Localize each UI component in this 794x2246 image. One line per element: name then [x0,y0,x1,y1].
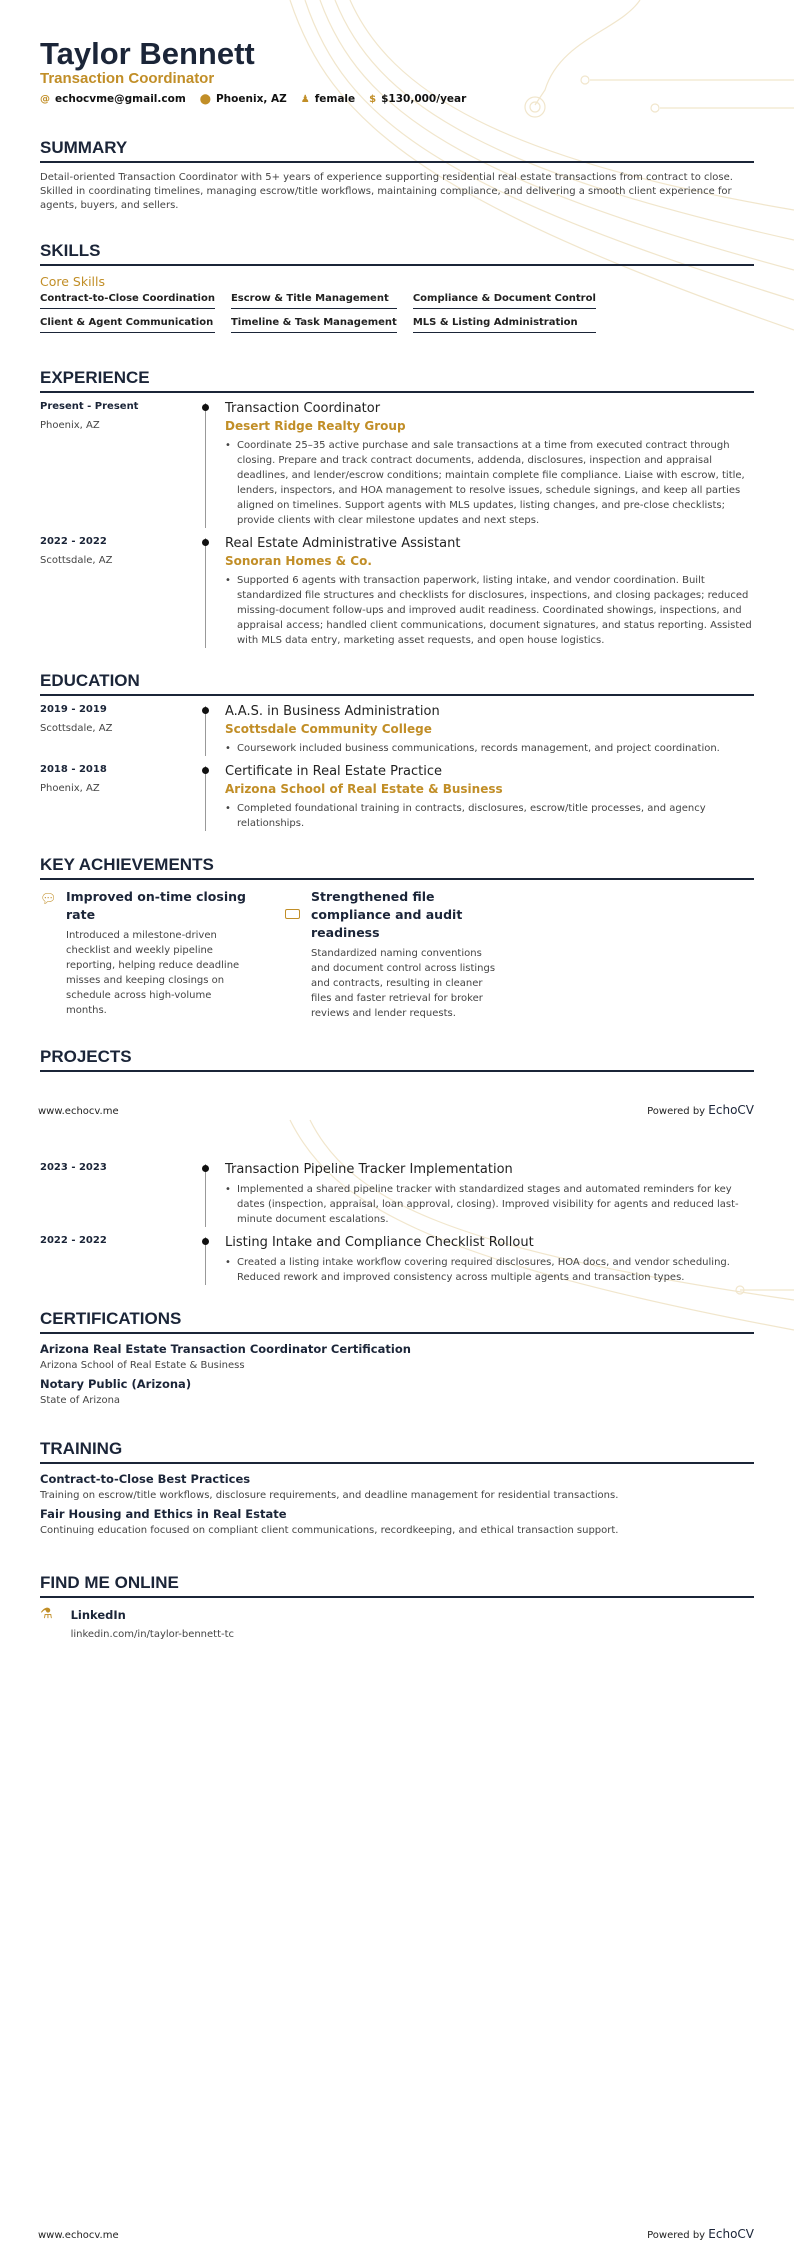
entry-date: 2022 - 2022 [40,1235,107,1246]
footer-powered [647,1103,754,1117]
salary-text: $130,000/year [381,93,467,105]
degree-title: A.A.S. in Business Administration [225,704,440,719]
cert-title: Arizona Real Estate Transaction Coordinator Certification [40,1342,411,1356]
at-icon: @ [40,94,50,105]
entry-bullet: • Coordinate 25–35 active purchase and sale transactions at a time from executed contract through closing. Prepare and track contract documents, addenda, disclosures, inspection and appraisal deadlines, and lender/escrow conditions; maintain complete file compliance. Liaise with escrow, title, lenders, inspectors, and HOA management to resolve issues, schedule signings, and keep all parties aligned on timelines. Support agents with MLS updates, listing changes, and pre-close checklists; provide clients with clear milestone updates and next steps. [225,438,754,528]
contact-location [200,93,287,105]
footer-powered [647,2227,754,2241]
location-text: Phoenix, AZ [215,93,287,105]
entry-location: Scottsdale, AZ [40,555,113,566]
achievement-item [40,888,255,1021]
achievement-title: Strengthened file compliance and audit readiness [311,889,463,940]
brand-name: EchoCV [708,2227,754,2241]
timeline-line [205,538,206,648]
contact-gender [301,93,355,105]
training-title: Contract-to-Close Best Practices [40,1472,251,1486]
candidate-title: Transaction Coordinator [40,70,215,87]
timeline-dot [202,767,209,774]
timeline-line [205,1164,206,1227]
timeline-dot [202,404,209,411]
project-title: Transaction Pipeline Tracker Implementation [225,1162,513,1177]
achievements-section [40,855,754,1021]
chat-icon: 💬︎ [40,892,57,907]
summary-text: Detail-oriented Transaction Coordinator with 5+ years of experience supporting residential real estate transactions from contract to close. Skilled in coordinating timelines, managing escrow/title workflows, maintaining compliance, and delivering a smooth client experience for agents, buyers, and sellers. [40,172,733,211]
email-text: echocvme@gmail.com [55,93,186,105]
training-desc: Continuing education focused on compliant client communications, recordkeeping, and ethical transaction support. [40,1525,619,1536]
footer-site-link[interactable]: www.echocv.me [38,1106,119,1117]
experience-entry [40,536,754,648]
degree-title: Certificate in Real Estate Practice [225,764,443,779]
skill-item: Contract-to-Close Coordination [40,293,215,309]
skill-group-title: Core Skills [40,274,106,289]
achievement-desc: Introduced a milestone-driven checklist and weekly pipeline reporting, helping reduce deadline misses and keeping closings on schedule across high-volume months. [66,930,240,1016]
education-entry [40,764,754,831]
profile-url[interactable]: linkedin.com/in/taylor-bennett-tc [70,1629,235,1640]
online-section [40,1573,754,1640]
brand-name: EchoCV [708,1103,754,1117]
experience-entry [40,401,754,528]
project-entry [40,1162,754,1227]
person-icon: ♟ [300,94,310,105]
entry-bullet: • Supported 6 agents with transaction paperwork, listing intake, and vendor coordination. Built standardized file structures and checklists for disclosures, inspections, and closing packages; reduced missing-document follow-ups and improved audit readiness. Coordinated showings, inspections, and appraisal access; handled client communications, document signatures, and status reporting. Assisted with MLS data entry, marketing asset requests, and open house logistics. [225,573,754,648]
timeline-dot [202,707,209,714]
entry-location: Scottsdale, AZ [40,723,113,734]
school-name: Scottsdale Community College [225,722,432,736]
skill-item: Compliance & Document Control [413,293,596,309]
training-desc: Training on escrow/title workflows, disclosure requirements, and deadline management for residential transactions. [40,1490,619,1501]
footer-site-link[interactable]: www.echocv.me [38,2230,119,2241]
achievement-title: Improved on-time closing rate [66,889,246,922]
location-pin-icon: ⬤ [199,94,211,105]
section-heading: PROJECTS [40,1047,754,1072]
company-name: Sonoran Homes & Co. [225,554,372,568]
timeline-dot [202,1238,209,1245]
education-section [40,671,754,839]
experience-section [40,368,754,656]
entry-bullet: • Created a listing intake workflow covering required disclosures, HOA docs, and vendor scheduling. Reduced rework and improved consistency across multiple agents and transaction types. [225,1255,754,1285]
cert-issuer: Arizona School of Real Estate & Business [40,1360,245,1371]
company-name: Desert Ridge Realty Group [225,419,406,433]
section-heading: EDUCATION [40,671,754,696]
entry-location: Phoenix, AZ [40,783,100,794]
page-footer [38,1103,754,1117]
cert-title: Notary Public (Arizona) [40,1377,192,1391]
gender-text: female [314,93,356,105]
timeline-dot [202,1165,209,1172]
projects-section [40,1047,754,1080]
section-heading: FIND ME ONLINE [40,1573,754,1598]
skill-item: Timeline & Task Management [231,317,397,333]
achievement-item [285,888,500,1021]
skill-item: Client & Agent Communication [40,317,215,333]
entry-date: 2022 - 2022 [40,536,107,547]
entry-date: 2019 - 2019 [40,704,107,715]
project-title: Listing Intake and Compliance Checklist Rollout [225,1235,534,1250]
school-name: Arizona School of Real Estate & Business [225,782,503,796]
section-heading: SKILLS [40,241,754,266]
flask-icon: ⚗ [40,1606,53,1622]
entry-date: 2023 - 2023 [40,1162,107,1173]
section-heading: SUMMARY [40,138,754,163]
job-title: Transaction Coordinator [225,401,381,416]
powered-by-text: Powered by [647,1106,706,1117]
candidate-name: Taylor Bennett [40,36,255,71]
section-heading: CERTIFICATIONS [40,1309,754,1334]
entry-bullet: • Completed foundational training in contracts, disclosures, escrow/title processes, and agency relationships. [225,801,754,831]
projects-list [40,1162,754,1293]
section-heading: KEY ACHIEVEMENTS [40,855,754,880]
training-title: Fair Housing and Ethics in Real Estate [40,1507,287,1521]
contact-email[interactable] [40,93,186,105]
certifications-section [40,1309,754,1406]
job-title: Real Estate Administrative Assistant [225,536,461,551]
project-entry [40,1235,754,1285]
page-footer [38,2227,754,2241]
contact-salary [369,93,466,105]
summary-section [40,138,754,213]
education-entry [40,704,754,756]
entry-date: Present - Present [40,401,139,412]
powered-by-text: Powered by [647,2230,706,2241]
section-heading: TRAINING [40,1439,754,1464]
entry-bullet: • Implemented a shared pipeline tracker with standardized stages and automated reminders for key dates (inspection, appraisal, loan approval, closing). Improved visibility for agents and reduced last-minute document escalations. [225,1182,754,1227]
timeline-line [205,403,206,528]
section-heading: EXPERIENCE [40,368,754,393]
header [40,36,754,105]
entry-date: 2018 - 2018 [40,764,107,775]
skill-item: Escrow & Title Management [231,293,397,309]
training-section [40,1439,754,1536]
battery-icon [285,908,299,1021]
skills-section [40,241,754,333]
entry-location: Phoenix, AZ [40,420,100,431]
timeline-dot [202,539,209,546]
entry-bullet: • Coursework included business communications, records management, and project coordination. [225,741,754,756]
achievement-desc: Standardized naming conventions and document control across listings and contracts, resulting in cleaner files and faster retrieval for broker reviews and lender requests. [311,948,496,1019]
profile-label: LinkedIn [70,1608,126,1622]
timeline-line [205,766,206,831]
skill-item: MLS & Listing Administration [413,317,596,333]
coin-icon: $ [369,94,377,105]
cert-issuer: State of Arizona [40,1395,121,1406]
